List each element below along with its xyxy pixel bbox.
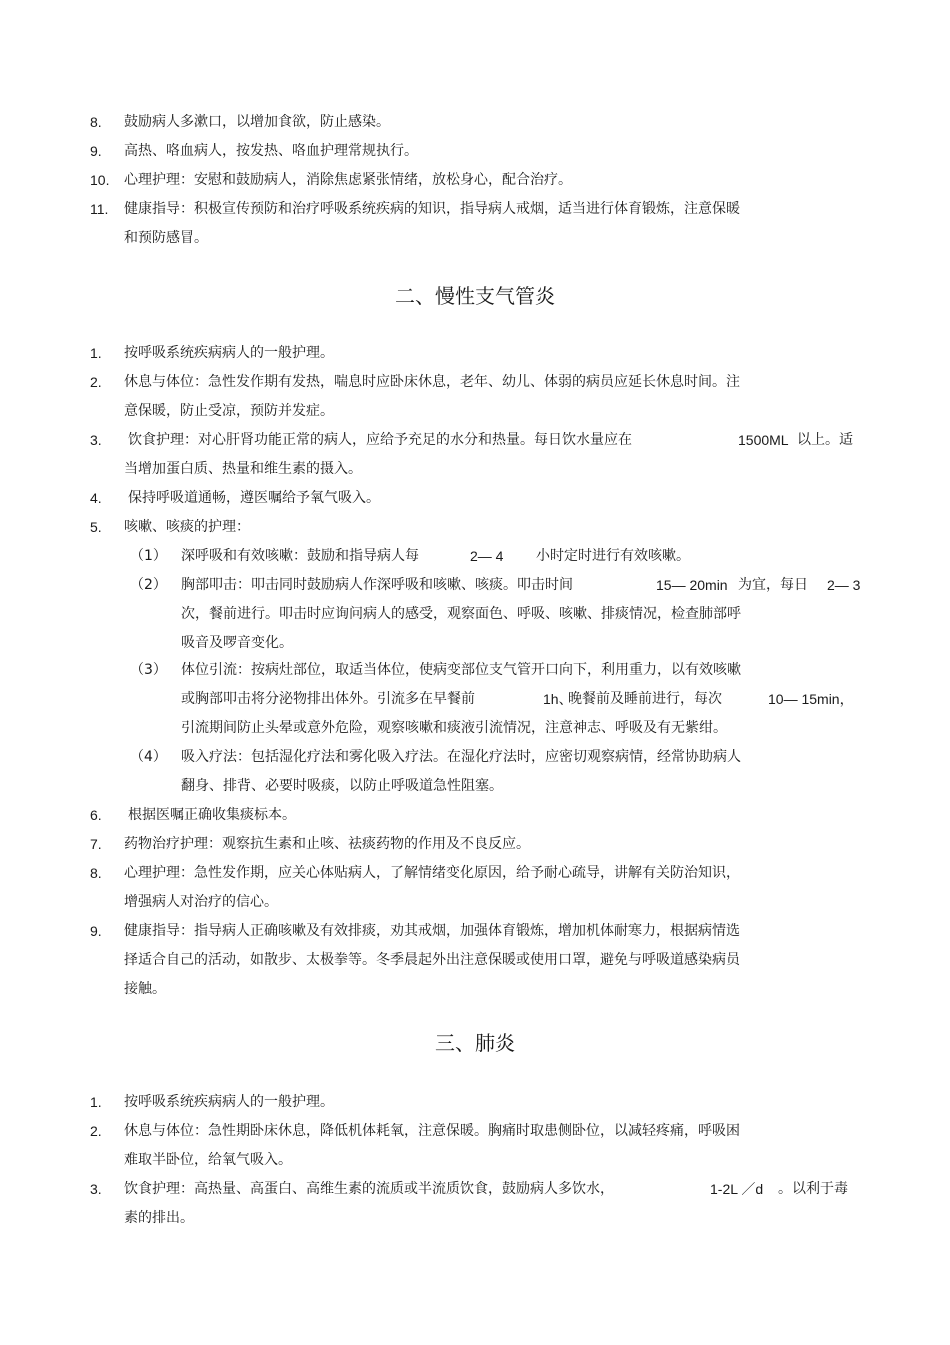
list-item-text: 鼓励病人多漱口，以增加食欲，防止感染。 [124,114,390,130]
list-item-text: 接触。 [124,981,166,997]
list-item-text: 增强病人对治疗的信心。 [124,894,278,910]
sub-list-value: 2— 3 [827,577,861,593]
list-number: 5. [90,519,102,535]
list-number: 6. [90,807,102,823]
list-number: 3. [90,1181,102,1197]
list-item-text: 意保暖，防止受凉，预防并发症。 [124,403,334,419]
sub-list-text: 或胸部叩击将分泌物排出体外。引流多在早餐前 [181,691,475,707]
sub-list-text: 体位引流：按病灶部位，取适当体位，使病变部位支气管开口向下，利用重力，以有效咳嗽 [181,662,741,678]
sub-list-text: 晚餐前及睡前进行，每次 [568,691,722,707]
sub-list-number: （1） [130,548,167,564]
sub-list-value: 15— 20min [656,577,728,593]
section-heading: 二、慢性支气管炎 [395,284,555,308]
list-item-text: 难取半卧位，给氧气吸入。 [124,1152,292,1168]
list-item-text: 择适合自己的活动，如散步、太极拳等。冬季晨起外出注意保暖或使用口罩，避免与呼吸道感染病员 [124,952,740,968]
list-number: 4. [90,490,102,506]
list-number: 10. [90,172,110,188]
sub-list-text: 吸入疗法：包括湿化疗法和雾化吸入疗法。在湿化疗法时，应密切观察病情，经常协助病人 [181,749,741,765]
sub-list-text: 深呼吸和有效咳嗽：鼓励和指导病人每 [181,548,419,564]
list-item-text: 休息与体位：急性期卧床休息，降低机体耗氧，注意保暖。胸痛时取患侧卧位，以减轻疼痛，呼吸困 [124,1123,740,1139]
sub-list-value: 1h、 [543,691,573,707]
sub-list-text: 翻身、排背、必要时吸痰，以防止呼吸道急性阻塞。 [181,778,503,794]
list-number: 7. [90,836,102,852]
section-heading: 三、肺炎 [435,1031,515,1055]
list-item-text: 咳嗽、咳痰的护理： [124,519,250,535]
sub-list-text: 小时定时进行有效咳嗽。 [536,548,690,564]
list-item-text: 以上。适 [797,432,853,448]
list-item-text: 心理护理：急性发作期，应关心体贴病人，了解情绪变化原因，给予耐心疏导，讲解有关防治知识， [124,865,740,881]
list-item-text: 健康指导：指导病人正确咳嗽及有效排痰，劝其戒烟，加强体育锻炼，增加机体耐寒力，根据病情选 [124,923,740,939]
list-number: 2. [90,374,102,390]
sub-list-text: 为宜，每日 [738,577,808,593]
list-item-text: 休息与体位：急性发作期有发热，喘息时应卧床休息，老年、幼儿、体弱的病员应延长休息时间。注 [124,374,740,390]
sub-list-text: 引流期间防止头晕或意外危险，观察咳嗽和痰液引流情况，注意神志、呼吸及有无紫绀。 [181,720,727,736]
list-item-text: 高热、咯血病人，按发热、咯血护理常规执行。 [124,143,418,159]
list-number: 8. [90,865,102,881]
list-number: 1. [90,345,102,361]
sub-list-number: （3） [130,662,167,678]
list-number: 2. [90,1123,102,1139]
sub-list-text: 胸部叩击：叩击同时鼓励病人作深呼吸和咳嗽、咳痰。叩击时间 [181,577,573,593]
list-item-text: 素的排出。 [124,1210,194,1226]
list-item-text: 饮食护理：高热量、高蛋白、高维生素的流质或半流质饮食，鼓励病人多饮水， [124,1181,614,1197]
sub-list-value: 10— 15min， [768,691,854,707]
list-item-text: 保持呼吸道通畅，遵医嘱给予氧气吸入。 [128,490,380,506]
list-item-text: 心理护理：安慰和鼓励病人，消除焦虑紧张情绪，放松身心，配合治疗。 [124,172,572,188]
list-number: 11. [90,201,109,217]
list-item-text: 健康指导：积极宣传预防和治疗呼吸系统疾病的知识，指导病人戒烟，适当进行体育锻炼，注意保暖 [124,201,740,217]
list-number: 8. [90,114,102,130]
sub-list-number: （2） [130,577,167,593]
list-number: 9. [90,143,102,159]
list-item-text: 按呼吸系统疾病病人的一般护理。 [124,1094,334,1110]
list-item-value: 1-2L ／d [710,1181,764,1197]
list-item-text: 按呼吸系统疾病病人的一般护理。 [124,345,334,361]
sub-list-text: 吸音及啰音变化。 [181,635,293,651]
list-item-value: 1500ML [738,432,789,448]
sub-list-text: 次，餐前进行。叩击时应询问病人的感受，观察面色、呼吸、咳嗽、排痰情况，检查肺部呼 [181,606,741,622]
list-item-text: 当增加蛋白质、热量和维生素的摄入。 [124,461,362,477]
list-item-text: 根据医嘱正确收集痰标本。 [128,807,296,823]
sub-list-value: 2— 4 [470,548,504,564]
list-number: 1. [90,1094,102,1110]
list-item-text: 和预防感冒。 [124,230,208,246]
list-item-text: 药物治疗护理：观察抗生素和止咳、祛痰药物的作用及不良反应。 [124,836,530,852]
list-number: 9. [90,923,102,939]
list-number: 3. [90,432,102,448]
sub-list-number: （4） [130,749,167,765]
list-item-text: 。以利于毒 [778,1181,848,1197]
list-item-text: 饮食护理：对心肝肾功能正常的病人，应给予充足的水分和热量。每日饮水量应在 [128,432,632,448]
